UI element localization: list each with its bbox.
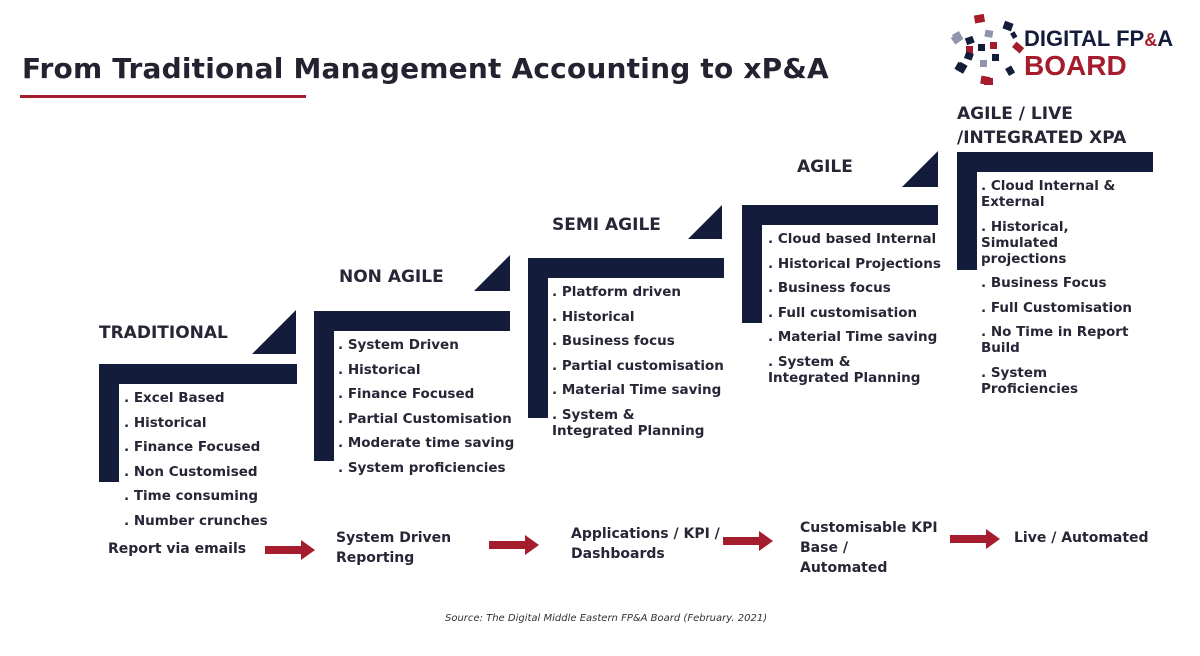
logo-text-line1: DIGITAL FP <box>1024 26 1145 51</box>
list-item: . Historical <box>338 361 421 378</box>
list-item: . System & Integrated Planning <box>768 353 921 386</box>
stage-title: AGILE / LIVE /INTEGRATED XPA <box>957 104 1127 148</box>
list-item: . System proficiencies <box>338 459 506 476</box>
logo-mark-icon <box>946 10 1026 90</box>
stage-items <box>768 231 943 394</box>
reporting-label: Customisable KPI Base / Automated <box>800 520 938 576</box>
list-item: . Business focus <box>552 333 675 349</box>
stage-step-horizontal <box>957 152 1153 172</box>
stage-title: NON AGILE <box>339 267 444 287</box>
stage-step-horizontal <box>314 311 510 331</box>
stage-step-corner-icon <box>688 205 724 241</box>
list-item: . Finance Focused <box>124 439 261 455</box>
list-item: . Historical <box>552 308 635 325</box>
arrow-right-icon <box>950 529 1002 549</box>
list-item: . System Driven <box>338 337 459 353</box>
list-item: . Moderate time saving <box>338 435 515 451</box>
logo-text-line2: BOARD <box>1024 50 1127 81</box>
stage-step-horizontal <box>528 258 724 278</box>
stage-step-corner-icon <box>902 151 940 189</box>
list-item: . Historical, Simulated projections <box>981 218 1069 267</box>
title-underline <box>20 95 306 98</box>
source-note: Source: The Digital Middle Eastern FP&A Board (February. 2021) <box>445 613 768 624</box>
list-item: . Cloud Internal & External <box>981 178 1116 210</box>
reporting-label: Live / Automated <box>1014 530 1149 546</box>
stage-step-corner-icon <box>252 310 298 356</box>
list-item: . System Proficiencies <box>981 364 1079 397</box>
stage-step-vertical <box>314 311 334 461</box>
digital-fpa-board-logo <box>946 10 1186 90</box>
list-item: . Partial customisation <box>552 357 724 374</box>
stage-step-horizontal <box>99 364 297 384</box>
list-item: . Full Customisation <box>981 299 1133 316</box>
stage-title: AGILE <box>797 157 853 177</box>
stage-title: TRADITIONAL <box>99 323 228 343</box>
stage-items <box>552 284 732 447</box>
arrow-right-icon <box>489 535 541 555</box>
arrow-right-icon <box>265 540 317 560</box>
list-item: . Platform driven <box>552 284 682 300</box>
list-item: . Material Time saving <box>552 382 722 398</box>
logo-text-line1-end: A <box>1157 26 1174 51</box>
list-item: . Business focus <box>768 280 891 296</box>
reporting-label: Applications / KPI / Dashboards <box>571 526 720 562</box>
stage-step-vertical <box>528 258 548 418</box>
arrow-right-icon <box>723 531 775 551</box>
list-item: . System & Integrated Planning <box>552 406 705 439</box>
reporting-label: Report via emails <box>108 541 247 557</box>
stage-step-vertical <box>742 205 762 323</box>
list-item: . Historical Projections <box>768 255 941 272</box>
list-item: . Business Focus <box>981 275 1107 291</box>
page-title: From Traditional Management Accounting to xP&A <box>22 52 829 85</box>
logo-text-amp: & <box>1144 30 1158 50</box>
stage-step-vertical <box>957 152 977 270</box>
list-item: . Material Time saving <box>768 329 938 345</box>
stage-items <box>981 178 1146 405</box>
list-item: . Cloud based Internal <box>768 231 937 247</box>
stage-step-vertical <box>99 364 119 482</box>
reporting-label: System Driven Reporting <box>336 530 452 566</box>
list-item: . No Time in Report Build <box>981 324 1129 356</box>
list-item: . Partial Customisation <box>338 410 512 427</box>
stage-title: SEMI AGILE <box>552 215 661 235</box>
stage-step-horizontal <box>742 205 938 225</box>
stage-items <box>338 337 528 484</box>
list-item: . Number crunches <box>124 512 268 529</box>
list-item: . Historical <box>124 414 207 431</box>
list-item: . Non Customised <box>124 463 258 480</box>
list-item: . Time consuming <box>124 488 259 504</box>
stage-items <box>124 390 299 537</box>
list-item: . Finance Focused <box>338 386 475 402</box>
list-item: . Full customisation <box>768 304 918 321</box>
stage-step-corner-icon <box>474 255 512 293</box>
list-item: . Excel Based <box>124 390 225 406</box>
